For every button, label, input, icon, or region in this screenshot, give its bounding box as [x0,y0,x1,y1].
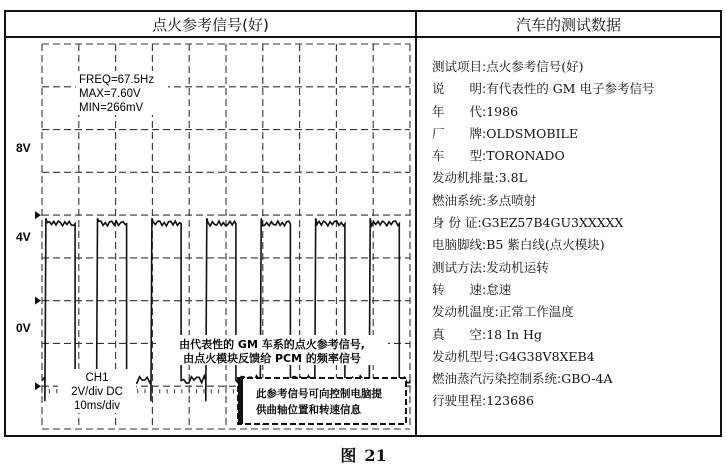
test-data-label: 身 份 证: [432,215,482,231]
test-data-value: 发动机运转 [486,259,549,275]
test-data-value: 多点喷射 [486,192,537,208]
test-data-label: 发动机排量: [432,170,499,186]
test-data-label: 车 型: [432,148,487,164]
y-label-8v: 8V [16,141,31,155]
test-data-row [432,258,654,280]
note-line-2: 供曲轴位置和转速信息 [256,404,361,416]
test-data-row [432,347,654,369]
level-marker [35,382,41,390]
test-data-label: 转 速: [432,281,487,297]
test-data-label: 厂 牌: [432,125,487,141]
test-data-row [432,280,654,302]
test-data-row [432,191,654,213]
test-data-label: 测试项目: [432,59,487,74]
annotation-line-1: 由代表性的 GM 车系的点火参考信号, [179,338,365,351]
test-data-list [432,57,654,414]
scope-panel-title: 点火参考信号(好) [152,16,269,34]
test-data-row [432,168,654,190]
note-box [238,378,406,424]
readout-max: MAX=7.60V [79,88,141,100]
figure-caption-prefix: 图 [340,446,357,465]
test-data-row [432,79,654,101]
test-data-row [432,325,654,347]
channel-settings [58,369,136,413]
test-data-row [432,146,654,168]
level-marker [35,211,41,219]
test-data-label: 说 明: [432,81,487,97]
test-data-value: 怠速 [486,281,512,297]
test-data-value: 点火参考信号(好) [486,59,584,74]
test-data-panel-title: 汽车的测试数据 [515,16,621,34]
channel-time-div: 10ms/div [73,400,121,412]
level-marker [35,297,41,305]
test-data-value: OLDSMOBILE [486,125,578,141]
test-data-label: 行驶里程: [432,393,487,409]
figure-frame [4,10,722,437]
test-data-value: 有代表性的 GM 电子参考信号 [486,81,655,97]
test-data-label: 燃油系统: [432,192,487,208]
test-data-row [432,124,654,146]
y-label-4v: 4V [16,230,31,244]
test-data-value: GBO-4A [561,371,613,387]
test-data-value: 123686 [486,393,534,409]
test-data-label: 发动机温度: [432,304,499,320]
test-data-row [432,369,654,391]
channel-name: CH1 [85,372,109,384]
test-data-row [432,57,654,79]
test-data-value: B5 紫白线(点火模块) [486,237,605,253]
test-data-row [432,213,654,235]
test-data-row [432,302,654,324]
test-data-value: 1986 [486,103,519,119]
test-data-row [432,102,654,124]
figure-caption-number: 21 [364,446,387,465]
note-line-1: 此参考信号可向控制电脑提 [256,388,382,400]
test-data-row [432,235,654,257]
channel-volts-div: 2V/div DC [71,386,123,398]
panel-divider [415,12,417,435]
oscilloscope-display [6,12,415,435]
test-data-value: G3EZ57B4GU3XXXXX [481,215,624,231]
test-data-label: 电脑脚线: [432,237,487,253]
test-data-label: 燃油蒸汽污染控制系统: [432,371,562,387]
test-data-row [432,391,654,413]
test-data-value: TORONADO [486,148,565,164]
test-data-value: G4G38V8XEB4 [498,348,595,364]
readout-frequency: FREQ=67.5Hz [79,74,155,86]
test-data-value: 正常工作温度 [498,304,574,320]
figure-caption [0,443,727,466]
readout-min: MIN=266mV [79,102,144,114]
annotation-line-2: 由点火模块反馈给 PCM 的频率信号 [183,352,361,365]
y-label-0v: 0V [16,321,31,335]
test-data-label: 真 空: [432,326,487,342]
test-data-label: 年 代: [432,103,487,119]
test-data-value: 18 In Hg [486,326,542,342]
scope-readouts [76,71,168,115]
scope-annotation [156,335,388,365]
test-data-label: 测试方法: [432,259,487,275]
test-data-label: 发动机型号: [432,348,499,364]
test-data-value: 3.8L [498,170,527,186]
